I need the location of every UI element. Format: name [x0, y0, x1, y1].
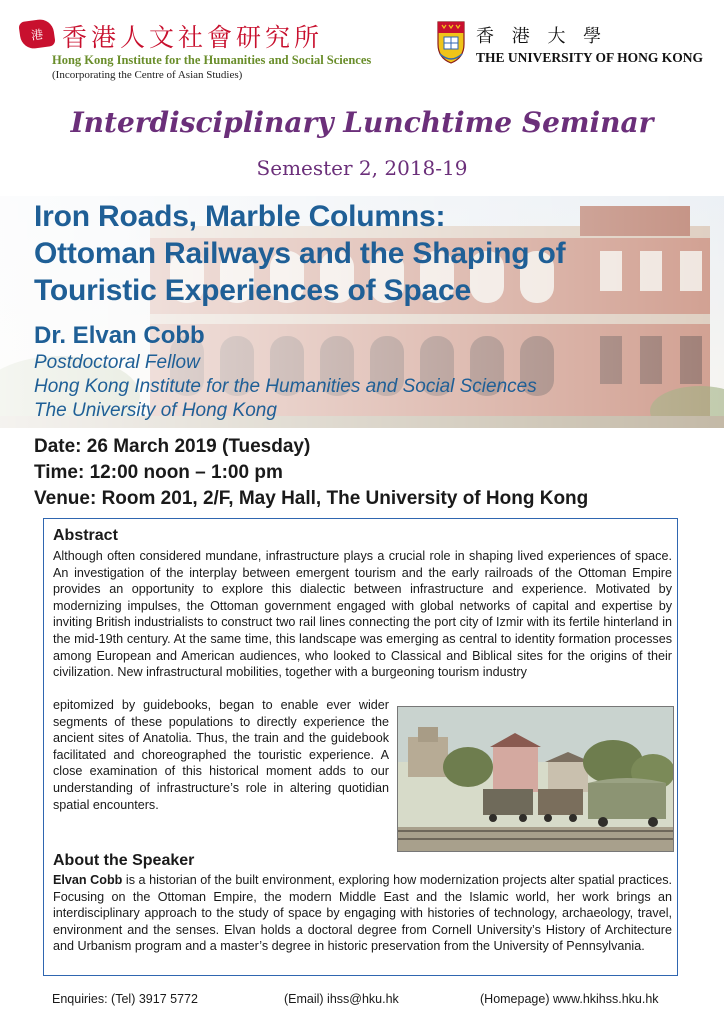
talk-title-line-2: Ottoman Railways and the Shaping of: [34, 237, 566, 270]
university-chinese-name: 香 港 大 學: [476, 26, 608, 47]
historic-train-photo: [397, 706, 674, 852]
abstract-text: Although often considered mundane, infrastructure plays a crucial role in shaping lived experiences of space. An investigation of the interplay between emergent tourism and the early railroads of the Ottoman Empire provides an opportunity to explore this dialectic between infrastructure and experience. Motivated by modernizing impulses, the Ottoman government engaged with global networks of capital and expertise by inviting British industrialists to construct two rail lines connecting the port city of Izmir with its fertile hinterland in the mid-19th century. At the same time, this landscape was emerging as central to identity formation processes among European and American audiences, who looked to Classical and Biblical sites for the origins of their civilization. New infrastructural mobilities, together with a burgeoning tourism industry: [53, 549, 672, 680]
institute-chinese-name: 香港人文社會研究所: [62, 23, 324, 52]
speaker-name: Dr. Elvan Cobb: [34, 322, 205, 349]
about-speaker-name: Elvan Cobb: [53, 873, 123, 887]
event-time: Time: 12:00 noon – 1:00 pm: [34, 462, 283, 483]
institute-english-name: Hong Kong Institute for the Humanities and Social Sciences: [52, 53, 372, 67]
footer-telephone: Enquiries: (Tel) 3917 5772: [52, 992, 198, 1006]
institute-subtitle: (Incorporating the Centre of Asian Studies): [52, 69, 243, 81]
semester-label: Semester 2, 2018-19: [256, 156, 468, 180]
footer-email: (Email) ihss@hku.hk: [284, 992, 399, 1006]
hku-crest-logo: [436, 20, 466, 64]
abstract-text-wrapped: epitomized by guidebooks, began to enable ever wider segments of these populations to directly experience the ancient sites of Anatolia. Thus, the train and the guidebook facilitated and choreographed the touristic experience. A close examination of this historical moment adds to our understanding of infrastructure’s role in altering quotidian spatial encounters.: [53, 698, 389, 812]
event-venue: Venue: Room 201, 2/F, May Hall, The University of Hong Kong: [34, 488, 589, 509]
event-date: Date: 26 March 2019 (Tuesday): [34, 436, 311, 457]
speaker-institute: Hong Kong Institute for the Humanities and Social Sciences: [34, 376, 537, 397]
about-speaker-bio: is a historian of the built environment, exploring how modernization projects alter spatial practices. Focusing on the Ottoman Empire, the modern Middle East and the Islamic world, her work brings an interdisciplinary approach to the study of space by engaging with histories of technology, archaeology, travel, environment and the senses. Elvan holds a doctoral degree from Cornell University’s History of Architecture and Urbanism program and a master’s degree in historic preservation from the University of Pennsylvania.: [53, 873, 672, 954]
ihss-seal-logo: 港: [18, 18, 56, 50]
speaker-university: The University of Hong Kong: [34, 400, 277, 421]
footer-homepage: (Homepage) www.hkihss.hku.hk: [480, 992, 659, 1006]
abstract-heading: Abstract: [53, 527, 118, 544]
university-english-name: THE UNIVERSITY OF HONG KONG: [476, 50, 704, 65]
talk-title-line-3: Touristic Experiences of Space: [34, 274, 471, 307]
seminar-series-title: Interdisciplinary Lunchtime Seminar: [70, 106, 654, 139]
about-speaker-heading: About the Speaker: [53, 852, 195, 869]
about-speaker-text: [53, 872, 672, 955]
talk-title-line-1: Iron Roads, Marble Columns:: [34, 200, 446, 233]
speaker-position: Postdoctoral Fellow: [34, 352, 200, 373]
